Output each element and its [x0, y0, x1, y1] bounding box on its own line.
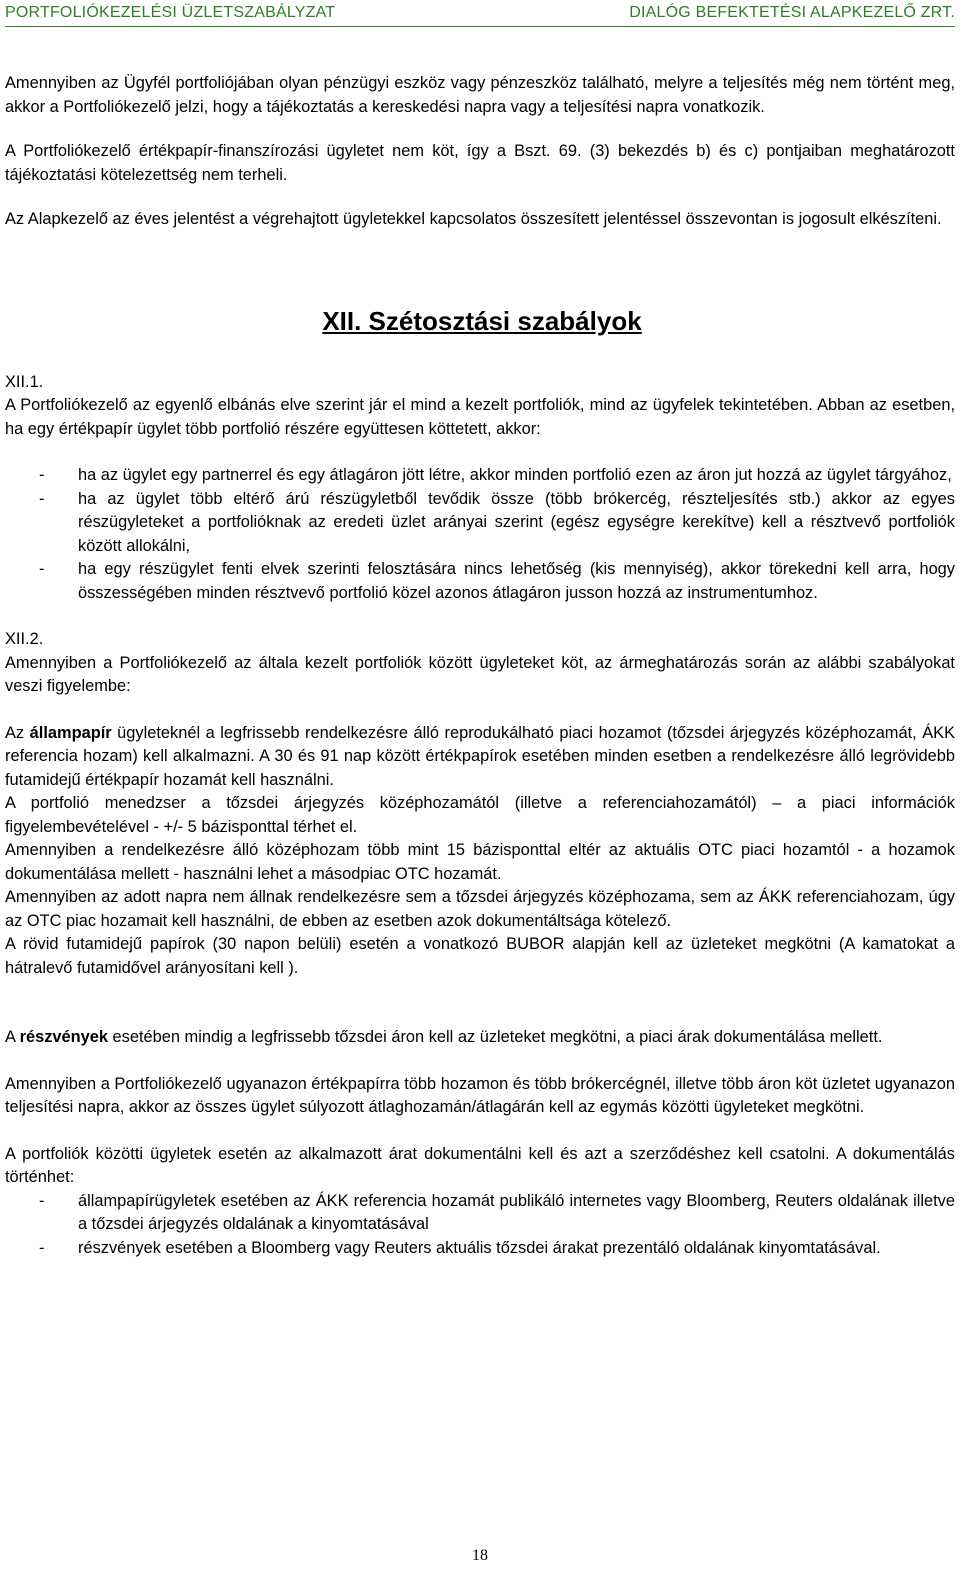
- list-item: - ha az ügylet egy partnerrel és egy átlagáron jött létre, akkor minden portfolió ezen az áron jut hozzá az ügylet tárgyához,: [5, 464, 955, 488]
- page-content: [5, 72, 955, 1260]
- government-bond-paragraph-5: A rövid futamidejű papírok (30 napon belüli) esetén a vonatkozó BUBOR alapján kell az üzleteket megkötni (A kamatokat a hátralevő futamidővel arányosítani kell ).: [5, 935, 955, 977]
- section-1-text: A Portfoliókezelő az egyenlő elbánás elve szerint jár el mind a kezelt portfoliók, mind az ügyfelek tekintetében. Abban az esetben, ha egy értékpapír ügylet több portfolió részére együttesen köttetett, akkor:: [5, 396, 955, 438]
- list-item: - részvények esetében a Bloomberg vagy Reuters aktuális tőzsdei árakat prezentáló oldalának kinyomtatásával.: [5, 1237, 955, 1261]
- gov-bold-term: állampapír: [29, 723, 112, 742]
- eq-prefix: A: [5, 1028, 20, 1046]
- header-right-title: DIALÓG BEFEKTETÉSI ALAPKEZELŐ ZRT.: [629, 4, 955, 21]
- government-bond-paragraph-4: Amennyiben az adott napra nem állnak rendelkezésre sem a tőzsdei árjegyzés középhozama, sem az ÁKK referenciahozam, úgy az OTC piac hozamait kell használni, de ebben az esetben azok dokumentáltsága kötelező.: [5, 888, 955, 930]
- section-1-number: XII.1.: [5, 372, 44, 391]
- list-item: - állampapírügyletek esetében az ÁKK referencia hozamát publikáló internetes vagy Bloomberg, Reuters oldalának illetve a tőzsdei árjegyzés oldalának a kinyomtatásával: [5, 1190, 955, 1237]
- government-bond-paragraph-3: Amennyiben a rendelkezésre álló középhozam több mint 15 bázisponttal eltér az aktuális OTC piaci hozamtól - a hozamok dokumentálása mellett - használni lehet a másodpiac OTC hozamát.: [5, 841, 955, 883]
- section-1-list: [5, 464, 955, 605]
- government-bond-paragraph-2: A portfolió menedzser a tőzsdei árjegyzés középhozamától (illetve a referenciahozamától) – a piaci információk figyelembevételével - +/- 5 bázisponttal térhet el.: [5, 794, 955, 836]
- documentation-paragraph: A portfoliók közötti ügyletek esetén az alkalmazott árat dokumentálni kell és azt a szerződéshez kell csatolni. A dokumentálás történhet:: [5, 1144, 955, 1186]
- section-2-text: Amennyiben a Portfoliókezelő az általa kezelt portfoliók között ügyleteket köt, az ármeghatározás során az alábbi szabályokat veszi figyelembe:: [5, 653, 955, 695]
- section-2-number: XII.2.: [5, 630, 44, 648]
- page-number: 18: [472, 1547, 488, 1564]
- eq-bold-term: részvények: [19, 1028, 108, 1046]
- government-bond-paragraph: [5, 722, 955, 793]
- section-title: XII. Szétosztási szabályok: [322, 305, 642, 336]
- eq-rest: esetében mindig a legfrissebb tőzsdei áron kell az üzleteket megkötni, a piaci árak dokumentálása mellett.: [108, 1028, 883, 1046]
- list-item: - ha egy részügylet fenti elvek szerinti felosztására nincs lehetőség (kis mennyiség), akkor törekedni kell arra, hogy összességében minden résztvevő portfolió közel azonos átlagáron jusson hozzá az instrumentumhoz.: [5, 558, 955, 605]
- intro-paragraph-2: A Portfoliókezelő értékpapír-finanszírozási ügyletet nem köt, így a Bszt. 69. (3) bekezdés b) és c) pontjaiban meghatározott tájékoztatási kötelezettség nem terheli.: [5, 142, 955, 184]
- gov-prefix: Az: [5, 723, 30, 742]
- multi-price-paragraph: Amennyiben a Portfoliókezelő ugyanazon értékpapírra több hozamon és több brókercégnél, illetve több áron köt üzletet ugyanazon teljesítési napra, akkor az összes ügylet súlyozott átlaghozamán/átlagárán kell az egymás közötti ügyleteket megkötni.: [5, 1074, 955, 1116]
- intro-paragraph-1: Amennyiben az Ügyfél portfoliójában olyan pénzügyi eszköz vagy pénzeszköz található, melyre a teljesítés még nem történt meg, akkor a Portfoliókezelő jelzi, hogy a tájékoztatás a kereskedési napra vagy a teljesítési napra vonatkozik.: [5, 74, 955, 116]
- gov-rest: ügyleteknél a legfrissebb rendelkezésre álló reprodukálható piaci hozamot (tőzsdei árjegyzés középhozamát, ÁKK referencia hozam) kell alkalmazni. A 30 és 91 nap között értékpapírok esetében minden esetben a rendelkezésre álló legrövidebb futamidejű értékpapír hozamát kell használni.: [5, 723, 955, 789]
- documentation-list: [5, 1190, 955, 1261]
- equity-paragraph: [5, 1026, 955, 1050]
- list-item: - ha az ügylet több eltérő árú részügyletből tevődik össze (több brókercég, részteljesítés stb.) akkor az egyes részügyleteket a portfolióknak az eredeti üzlet arányai szerint (egész egységre kerekítve) kell a résztvevő portfoliók között allokálni,: [5, 488, 955, 559]
- intro-paragraph-3: Az Alapkezelő az éves jelentést a végrehajtott ügyletekkel kapcsolatos összesített jelentéssel összevontan is jogosult elkészíteni.: [5, 210, 942, 228]
- page-header: [5, 2, 955, 27]
- header-left-title: PORTFOLIÓKEZELÉSI ÜZLETSZABÁLYZAT: [5, 4, 336, 21]
